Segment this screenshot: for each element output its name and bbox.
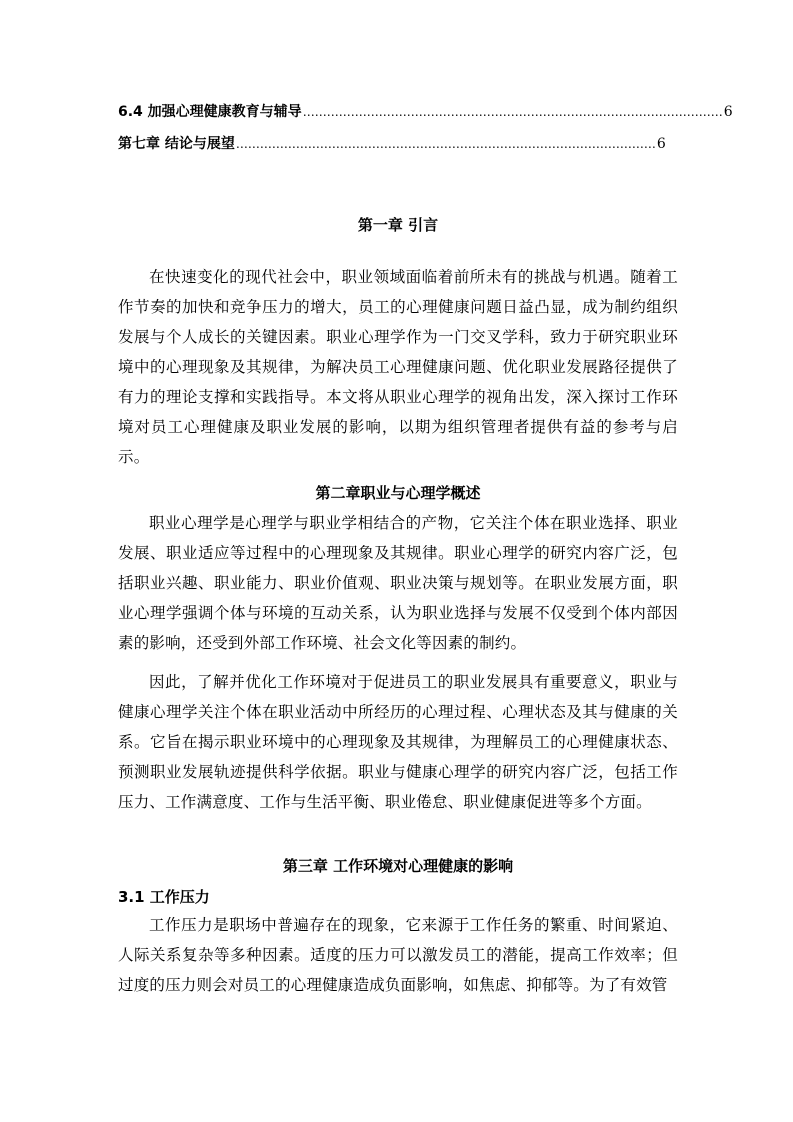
chapter-1-heading: 第一章 引言	[357, 216, 439, 234]
toc-entry-title: 6.4 加强心理健康教育与辅导	[118, 104, 302, 120]
toc-entry-title: 第七章 结论与展望	[118, 136, 235, 152]
chapter-2-paragraph-2: 因此，了解并优化工作环境对于促进员工的职业发展具有重要意义，职业与健康心理学关注个体在职业活动中所经历的心理过程、心理状态及其与健康的关系。它旨在揭示职业环境中的心理现象及其规律，为理解员工的心理健康状态、预测职业发展轨迹提供科学依据。职业与健康心理学的研究内容广泛，包括工作压力、工作满意度、工作与生活平衡、职业倦怠、职业健康促进等多个方面。	[118, 673, 678, 811]
chapter-2-paragraph-1: 职业心理学是心理学与职业学相结合的产物，它关注个体在职业选择、职业发展、职业适应等过程中的心理现象及其规律。职业心理学的研究内容广泛，包括职业兴趣、职业能力、职业价值观、职业决策与规划等。在职业发展方面，职业心理学强调个体与环境的互动关系，认为职业选择与发展不仅受到个体内部因素的影响，还受到外部工作环境、社会文化等因素的制约。	[118, 514, 678, 652]
chapter-2-heading: 第二章职业与心理学概述	[315, 484, 481, 502]
chapter-1-paragraph: 在快速变化的现代社会中，职业领域面临着前所未有的挑战与机遇。随着工作节奏的加快和竞争压力的增大，员工的心理健康问题日益凸显，成为制约组织发展与个人成长的关键因素。职业心理学作为一门交叉学科，致力于研究职业环境中的心理现象及其规律，为解决员工心理健康问题、优化职业发展路径提供了有力的理论支撑和实践指导。本文将从职业心理学的视角出发，深入探讨工作环境对员工心理健康及职业发展的影响，以期为组织管理者提供有益的参考与启示。	[118, 268, 678, 466]
toc-entry-page: 6	[723, 104, 733, 120]
toc-entry-page: 6	[656, 136, 666, 152]
chapter-3-heading: 第三章 工作环境对心理健康的影响	[282, 857, 514, 875]
toc-entry[interactable]	[118, 101, 733, 123]
toc-leader-dots: ……………………………………………………………………………………………	[235, 137, 656, 151]
section-3-1-heading: 3.1 工作压力	[118, 888, 210, 906]
section-3-1-paragraph: 工作压力是职场中普遍存在的现象，它来源于工作任务的繁重、时间紧迫、人际关系复杂等多种因素。适度的压力可以激发员工的潜能，提高工作效率；但过度的压力则会对员工的心理健康造成负面影响，如焦虑、抑郁等。为了有效管	[118, 916, 678, 994]
toc-leader-dots: ……………………………………………………………………………………………	[302, 105, 723, 119]
toc-entry[interactable]	[118, 133, 666, 155]
